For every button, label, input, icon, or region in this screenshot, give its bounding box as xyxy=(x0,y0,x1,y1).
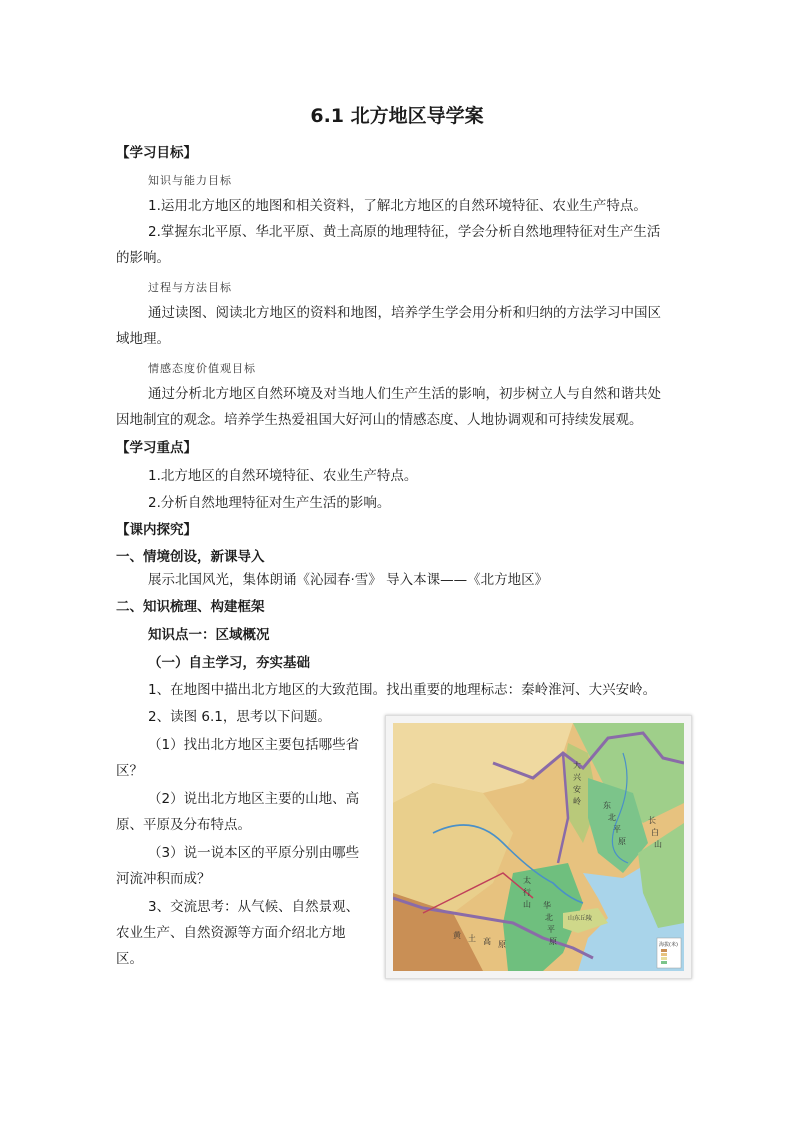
part1-heading: 一、情境创设，新课导入 xyxy=(116,549,265,565)
question-3-line3: 区。 xyxy=(116,951,143,967)
focus-2: 2.分析自然地理特征对生产生活的影响。 xyxy=(148,495,391,511)
knowledge-point-1: 知识点一：区域概况 xyxy=(148,627,270,643)
map-label-taihang-2: 行 xyxy=(523,888,531,897)
part1-text: 展示北国风光，集体朗诵《沁园春·雪》 导入本课——《北方地区》 xyxy=(148,572,549,588)
focus-1: 1.北方地区的自然环境特征、农业生产特点。 xyxy=(148,468,418,484)
map-label-daxinganling-2: 兴 xyxy=(573,773,581,782)
map-legend-title: 海拔(米) xyxy=(659,942,678,948)
goal-k2-line2: 的影响。 xyxy=(116,250,170,266)
goal-k1: 1.运用北方地区的地图和相关资料，了解北方地区的自然环境特征、农业生产特点。 xyxy=(148,198,647,214)
goal-knowledge-label: 知识与能力目标 xyxy=(148,174,232,187)
map-label-daxinganling-3: 安 xyxy=(573,785,581,794)
map-label-daxinganling-1: 大 xyxy=(573,761,581,770)
map-label-ncp-4: 原 xyxy=(549,937,557,946)
map-label-loess-1: 黄 xyxy=(453,931,461,940)
map-label-loess-2: 土 xyxy=(468,934,476,943)
map-label-ne-plain-1: 东 xyxy=(603,801,611,810)
map-label-loess-3: 高 xyxy=(483,937,491,946)
map-label-ncp-3: 平 xyxy=(547,925,555,934)
goal-e1-line1: 通过分析北方地区自然环境及对当地人们生产生活的影响，初步树立人与自然和谐共处 xyxy=(148,386,661,402)
goal-emotion-label: 情感态度价值观目标 xyxy=(148,362,256,375)
map-label-taihang-3: 山 xyxy=(523,900,531,909)
map-label-changbai-2: 白 xyxy=(651,828,659,837)
goal-k2-line1: 2.掌握东北平原、华北平原、黄土高原的地理特征，学会分析自然地理特征对生产生活 xyxy=(148,224,661,240)
self-study-heading: （一）自主学习，夯实基础 xyxy=(148,655,310,671)
legend-swatch-plain xyxy=(661,961,667,964)
question-2-1-line1: （1）找出北方地区主要包括哪些省 xyxy=(148,737,360,753)
map-graphic xyxy=(393,723,684,971)
map-label-ne-plain-2: 北 xyxy=(608,813,616,822)
goal-process-label: 过程与方法目标 xyxy=(148,281,232,294)
goals-heading: 【学习目标】 xyxy=(116,145,197,161)
question-2: 2、读图 6.1，思考以下问题。 xyxy=(148,709,331,725)
question-2-3-line1: （3）说一说本区的平原分别由哪些 xyxy=(148,845,360,861)
map-label-changbai-3: 山 xyxy=(654,840,662,849)
map-label-ncp-1: 华 xyxy=(543,901,551,910)
question-3-line1: 3、交流思考：从气候、自然景观、 xyxy=(148,899,360,915)
page-title: 6.1 北方地区导学案 xyxy=(310,105,484,127)
question-2-2-line1: （2）说出北方地区主要的山地、高 xyxy=(148,791,360,807)
legend-swatch-plateau xyxy=(661,953,667,956)
map-label-loess-4: 原 xyxy=(498,940,506,949)
map-label-ncp-2: 北 xyxy=(545,913,553,922)
part2-heading: 二、知识梳理、构建框架 xyxy=(116,599,265,615)
focus-heading: 【学习重点】 xyxy=(116,440,197,456)
goal-p1-line2: 域地理。 xyxy=(116,331,170,347)
legend-swatch-mountain xyxy=(661,949,667,952)
map-label-shandong: 山东丘陵 xyxy=(568,915,593,922)
question-2-2-line2: 原、平原及分布特点。 xyxy=(116,817,251,833)
question-1: 1、在地图中描出北方地区的大致范围。找出重要的地理标志：秦岭淮河、大兴安岭。 xyxy=(148,682,657,698)
map-label-daxinganling-4: 岭 xyxy=(573,797,581,806)
goal-e1-line2: 因地制宜的观念。培养学生热爱祖国大好河山的情感态度、人地协调观和可持续发展观。 xyxy=(116,412,643,428)
north-china-map xyxy=(385,715,692,979)
map-label-ne-plain-4: 原 xyxy=(618,837,626,846)
legend-swatch-hill xyxy=(661,957,667,960)
question-2-3-line2: 河流冲积而成？ xyxy=(116,871,211,887)
question-3-line2: 农业生产、自然资源等方面介绍北方地 xyxy=(116,925,346,941)
explore-heading: 【课内探究】 xyxy=(116,522,197,538)
question-2-1-line2: 区？ xyxy=(116,763,143,779)
map-label-ne-plain-3: 平 xyxy=(613,825,621,834)
goal-p1-line1: 通过读图、阅读北方地区的资料和地图，培养学生学会用分析和归纳的方法学习中国区 xyxy=(148,305,661,321)
map-label-taihang-1: 太 xyxy=(523,876,531,885)
map-label-changbai-1: 长 xyxy=(648,816,656,825)
